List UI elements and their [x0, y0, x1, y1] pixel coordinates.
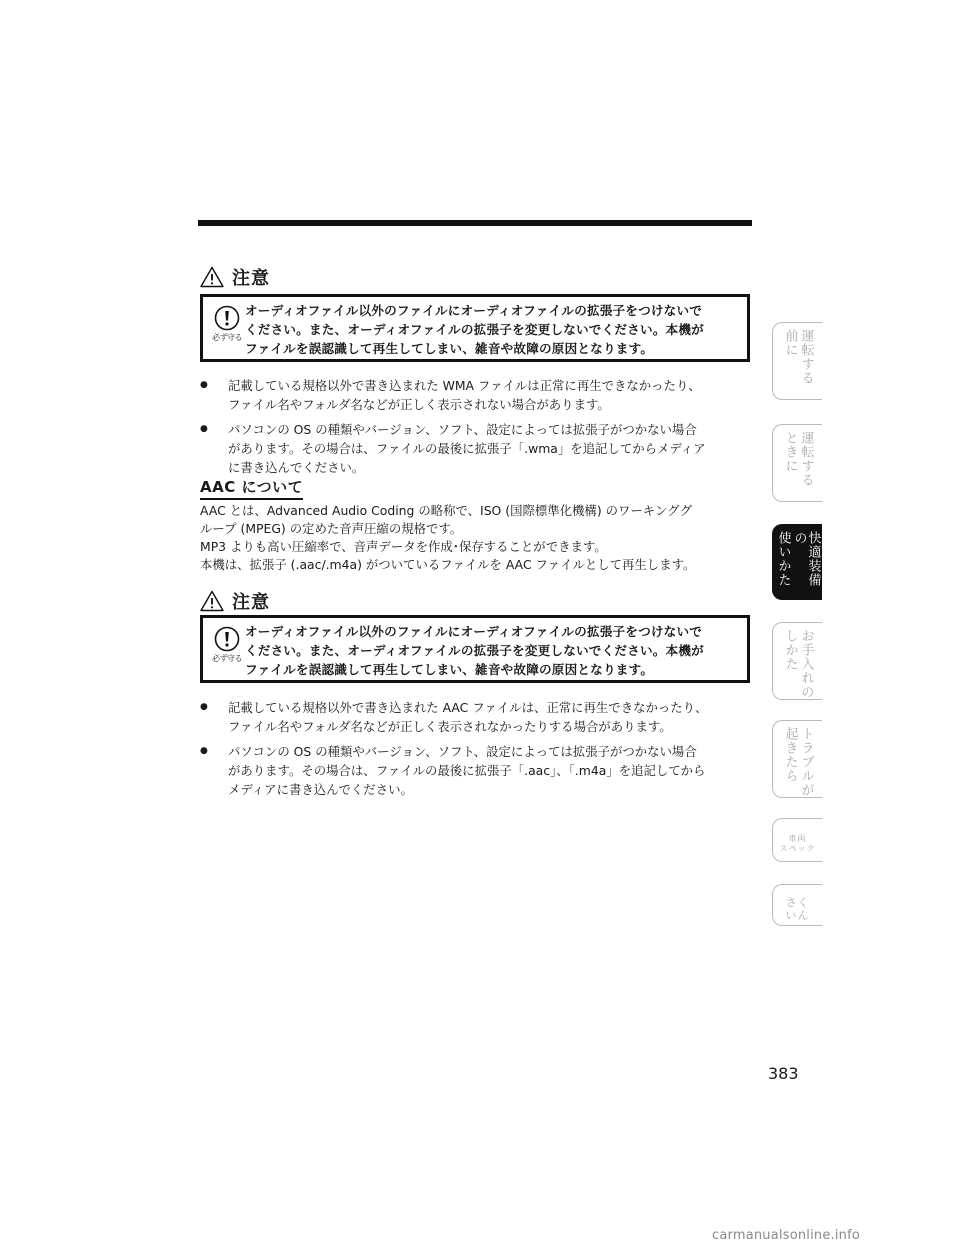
page-number: 383 [768, 1064, 799, 1083]
tab-label: お手入れの [798, 629, 814, 699]
caution-line: ください。また、オーディオファイルの拡張子を変更しないでください。本機が [245, 643, 704, 658]
warning-triangle-icon [200, 266, 224, 288]
list-item [200, 742, 756, 799]
body-line: MP3 よりも高い圧縮率で、音声データを作成･保存することができます。 [200, 539, 607, 554]
tab-index[interactable] [772, 884, 822, 926]
caution-line: ファイルを誤認識して再生してしまい、雑音や故障の原因となります。 [245, 662, 654, 677]
tab-before-driving[interactable] [772, 322, 822, 400]
tab-label: しかた [782, 629, 798, 671]
caution-text [245, 622, 741, 679]
watermark: carmanualsonline.info [712, 1228, 861, 1243]
caution-line: オーディオファイル以外のファイルにオーディオファイルの拡張子をつけないで [245, 624, 703, 639]
tab-label: さく [785, 896, 810, 909]
tab-label: ときに [782, 431, 798, 473]
must-observe-box [200, 294, 750, 362]
tab-label: 運転する [798, 329, 814, 385]
tab-maintenance[interactable] [772, 622, 822, 700]
body-line: 本機は、拡張子 (.aac/.m4a) がついているファイルを AAC ファイルとして再生します。 [200, 557, 696, 572]
list-item-line: ● パソコンの OS の種類やバージョン、ソフト、設定によっては拡張子がつかない場合 [228, 744, 697, 759]
top-rule [198, 220, 752, 226]
must-observe-label: 必ず守る [212, 333, 242, 342]
list-item [200, 376, 756, 414]
tab-label: 快適装備の [791, 531, 821, 587]
aac-notes-list [200, 698, 756, 805]
caution-line: ファイルを誤認識して再生してしまい、雑音や故障の原因となります。 [245, 341, 654, 356]
tab-label: 使いかた [775, 531, 791, 587]
list-item [200, 698, 756, 736]
caution-title: 注意 [232, 268, 270, 289]
body-line: ループ (MPEG) の定めた音声圧縮の規格です。 [200, 521, 463, 536]
must-observe-box [200, 615, 750, 683]
body-line: AAC とは、Advanced Audio Coding の略称で、ISO (国際標準化機構) のワーキンググ [200, 503, 692, 518]
list-item-line: ファイル名やフォルダ名などが正しく表示されない場合があります。 [228, 397, 610, 412]
wma-notes-list [200, 376, 756, 483]
list-item-line: に書き込んでください。 [228, 460, 365, 475]
exclamation-circle-icon [214, 626, 240, 652]
caution-line: ください。また、オーディオファイルの拡張子を変更しないでください。本機が [245, 322, 704, 337]
exclamation-circle-icon [214, 305, 240, 331]
list-item-line: メディアに書き込んでください。 [228, 782, 413, 797]
list-item-line: ● パソコンの OS の種類やバージョン、ソフト、設定によっては拡張子がつかない場合 [228, 422, 697, 437]
tab-label: 起きたら [782, 727, 798, 783]
tab-label: いん [785, 909, 810, 922]
list-item [200, 420, 756, 477]
list-item-line: ● 記載している規格以外で書き込まれた AAC ファイルは、正常に再生できなかったり、 [228, 700, 708, 715]
caution-title: 注意 [232, 592, 270, 613]
list-item-line: ファイル名やフォルダ名などが正しく表示されなかったりする場合があります。 [228, 719, 672, 734]
list-item-line: があります。その場合は、ファイルの最後に拡張子「.wma」を追記してからメディア [228, 441, 706, 456]
must-observe-badge [209, 626, 245, 664]
tab-label: トラブルが [798, 727, 814, 797]
tab-comfort-equipment[interactable] [772, 524, 822, 600]
warning-triangle-icon [200, 590, 224, 612]
tab-label: スペック [779, 844, 816, 853]
tab-vehicle-specs[interactable] [772, 818, 822, 862]
must-observe-label: 必ず守る [212, 654, 242, 663]
tab-label: 前に [782, 329, 798, 357]
section-title: AAC について [200, 476, 303, 500]
tab-while-driving[interactable] [772, 424, 822, 502]
must-observe-badge [209, 305, 245, 343]
tab-label: 車両 [788, 834, 807, 843]
section-body [200, 502, 756, 574]
tab-troubleshooting[interactable] [772, 720, 822, 798]
caution-heading [200, 588, 270, 614]
list-item-line: があります。その場合は、ファイルの最後に拡張子「.aac」、「.m4a」を追記してから [228, 763, 706, 778]
caution-line: オーディオファイル以外のファイルにオーディオファイルの拡張子をつけないで [245, 303, 703, 318]
tab-label: 運転する [798, 431, 814, 487]
caution-heading [200, 264, 270, 290]
caution-text [245, 301, 741, 358]
list-item-line: ● 記載している規格以外で書き込まれた WMA ファイルは正常に再生できなかったり、 [228, 378, 701, 393]
